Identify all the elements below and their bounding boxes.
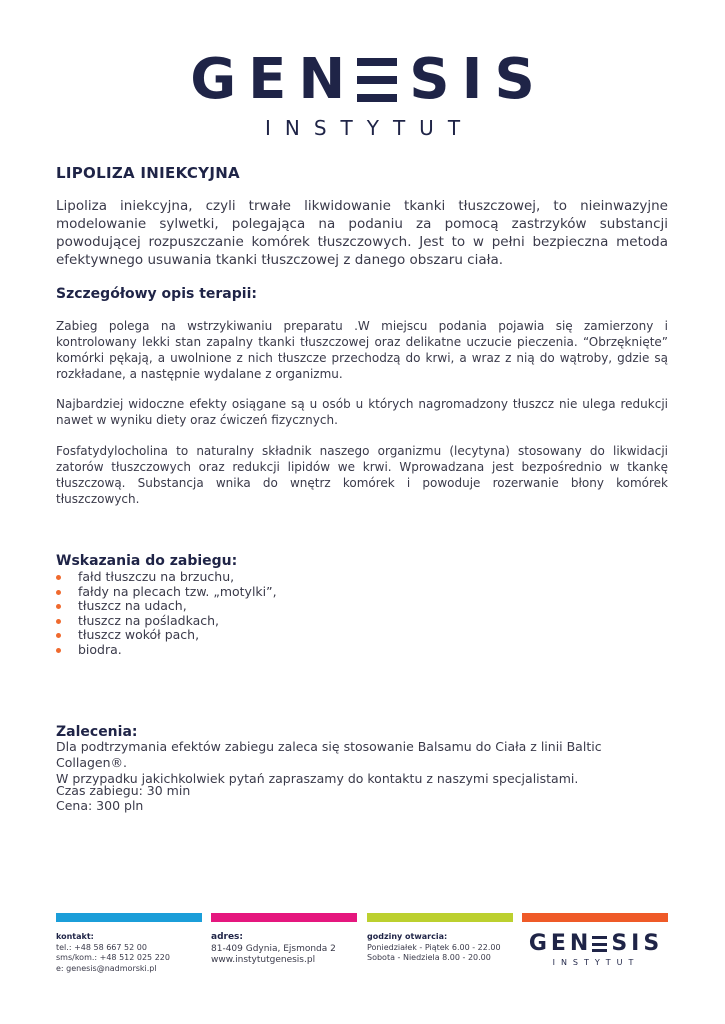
details-heading: Szczegółowy opis terapii: xyxy=(56,286,257,302)
recommendations-text xyxy=(56,739,668,787)
list-item-text: fałd tłuszczu na brzuchu, xyxy=(78,569,235,584)
footer-bar-green xyxy=(367,913,513,922)
footer-logo-subtitle: INSTYTUT xyxy=(552,958,640,967)
footer-bar-magenta xyxy=(211,913,357,922)
list-item-text: biodra. xyxy=(78,641,122,657)
list-item xyxy=(56,570,277,585)
hours-weekdays: Poniedziałek - Piątek 6.00 - 22.00 xyxy=(367,942,501,952)
footer-logo-e-bars-icon xyxy=(592,936,607,952)
treatment-meta xyxy=(56,783,190,813)
list-item xyxy=(56,585,277,600)
bullet-icon xyxy=(56,575,61,580)
address-website[interactable]: www.instytutgenesis.pl xyxy=(211,955,316,965)
footer-bar-blue xyxy=(56,913,202,922)
bullet-icon xyxy=(56,633,61,638)
contact-email[interactable]: e: genesis@nadmorski.pl xyxy=(56,963,157,973)
indications-list xyxy=(56,570,277,657)
contact-heading: kontakt: xyxy=(56,932,94,941)
address-street: 81-409 Gdynia, Ejsmonda 2 xyxy=(211,943,336,954)
logo-wordmark xyxy=(190,47,547,112)
footer-bar-orange xyxy=(522,913,668,922)
recommendations-line-1: Dla podtrzymania efektów zabiegu zaleca się stosowanie Balsamu do Ciała z linii Baltic Collagen®. xyxy=(56,739,602,770)
genesis-logo xyxy=(0,47,725,140)
bullet-icon xyxy=(56,648,61,653)
list-item-text: tłuszcz na pośladkach, xyxy=(78,612,220,628)
details-paragraph-1: Zabieg polega na wstrzykiwaniu preparatu .W miejscu podania pojawia się zamierzony i kontrolowany lekki stan zapalny tkanki tłuszczowej oraz delikatne uczucie pieczenia. “Obrzęknięte” komórki pękają, a uwolnione z nich tłuszcze przechodzą do krwi, a wraz z nią do wątroby, gdzie są rozkładane, a następnie wydalane z organizmu. xyxy=(56,319,668,381)
footer-logo-text-start: GEN xyxy=(528,931,593,956)
footer-hours xyxy=(367,932,501,964)
intro-paragraph: Lipoliza iniekcyjna, czyli trwałe likwidowanie tkanki tłuszczowej, to nieinwazyjne modelowanie sylwetki, polegająca na podaniu za pomocą zastrzyków substancji powodującej rozpuszczanie komórek tłuszczowych. Jest to w pełni bezpieczna metoda efektywnego usuwania tkanki tłuszczowej z danego obszaru ciała. xyxy=(56,198,668,268)
hours-heading: godziny otwarcia: xyxy=(367,932,448,941)
list-item xyxy=(56,614,277,629)
list-item-text: tłuszcz wokół pach, xyxy=(78,627,200,642)
recommendations-line-2: W przypadku jakichkolwiek pytań zapraszamy do kontaktu z naszymi specjalistami. xyxy=(56,771,579,786)
recommendations-heading: Zalecenia: xyxy=(56,724,138,740)
list-item-text: fałdy na plecach tzw. „motylki”, xyxy=(78,583,277,599)
list-item xyxy=(56,628,277,643)
list-item-text: tłuszcz na udach, xyxy=(78,598,187,613)
bullet-icon xyxy=(56,590,61,595)
logo-text-end: SIS xyxy=(409,47,547,112)
logo-subtitle: INSTYTUT xyxy=(264,116,475,140)
list-item xyxy=(56,599,277,614)
page-title: LIPOLIZA INIEKCYJNA xyxy=(56,164,240,182)
treatment-duration: Czas zabiegu: 30 min xyxy=(56,783,191,798)
footer-contact xyxy=(56,932,170,974)
footer-logo-text-end: SIS xyxy=(611,931,664,956)
logo-e-bars-icon xyxy=(357,58,397,102)
details-paragraph-2: Najbardziej widoczne efekty osiągane są u osób u których nagromadzony tłuszcz nie ulega redukcji nawet w wyniku diety oraz ćwiczeń fizycznych. xyxy=(56,397,668,427)
footer-logo-wordmark xyxy=(529,932,663,956)
address-heading: adres: xyxy=(211,932,244,942)
indications-heading: Wskazania do zabiegu: xyxy=(56,553,238,569)
bullet-icon xyxy=(56,619,61,624)
details-paragraph-3: Fosfatydylocholina to naturalny składnik naszego organizmu (lecytyna) stosowany do likwidacji zatorów tłuszczowych oraz redukcji lipidów we krwi. Wprowadzana jest bezpośrednio w tkankę tłuszczową. Substancja wnika do wnętrz komórek i powoduje rozerwanie błony komórek tłuszczowych. xyxy=(56,444,668,506)
list-item xyxy=(56,643,277,658)
contact-sms[interactable]: sms/kom.: +48 512 025 220 xyxy=(56,953,170,962)
footer-logo xyxy=(522,932,670,967)
hours-weekend: Sobota - Niedziela 8.00 - 20.00 xyxy=(367,953,491,962)
footer-address xyxy=(211,932,336,967)
treatment-price: Cena: 300 pln xyxy=(56,798,144,813)
bullet-icon xyxy=(56,604,61,609)
contact-phone[interactable]: tel.: +48 58 667 52 00 xyxy=(56,942,147,952)
logo-text-start: GEN xyxy=(190,47,358,112)
